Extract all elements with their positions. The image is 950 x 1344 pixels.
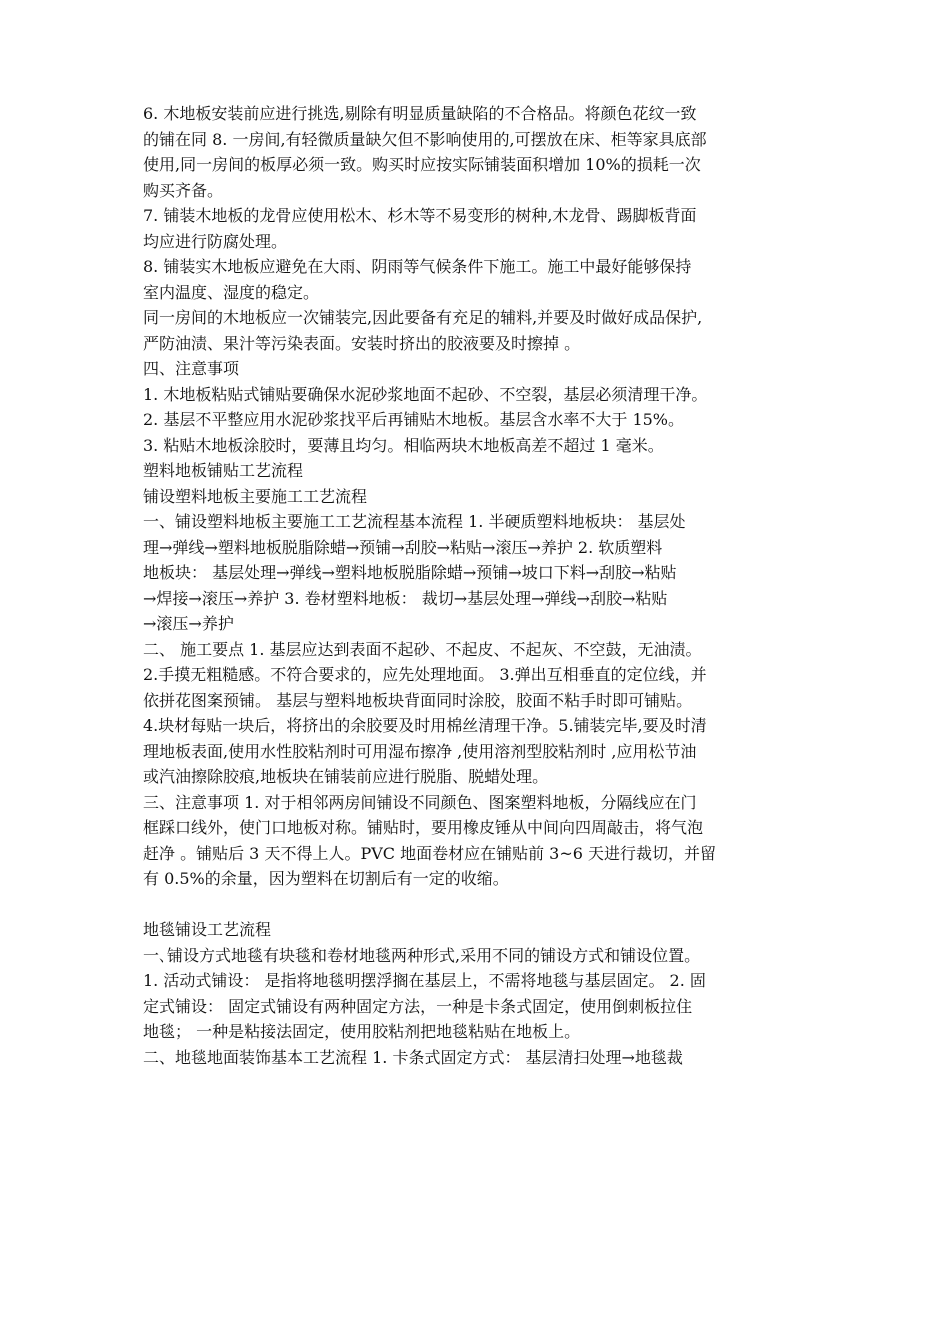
text-line: 1. 活动式铺设： 是指将地毯明摆浮搁在基层上，不需将地毯与基层固定。 2. 固 (143, 971, 706, 990)
text-line: 1. 木地板粘贴式铺贴要确保水泥砂浆地面不起砂、不空裂，基层必须清理干净。 (143, 384, 708, 404)
text-line: →滚压→养护 (143, 614, 234, 633)
text-line: 室内温度、湿度的稳定。 (143, 282, 320, 302)
text-line: 依拼花图案预铺。 基层与塑料地板块背面同时涂胶，胶面不粘手时即可铺贴。 (143, 690, 693, 710)
text-line: 四、注意事项 (143, 359, 240, 378)
text-line: 2. 基层不平整应用水泥砂浆找平后再铺贴木地板。基层含水率不大于 15%。 (143, 410, 685, 429)
text-line: 3. 粘贴木地板涂胶时，要薄且均匀。相临两块木地板高差不超过 1 毫米。 (143, 435, 664, 455)
text-line: 同一房间的木地板应一次铺装完,因此要备有充足的辅料,并要及时做好成品保护, (143, 308, 703, 327)
text-line: 地毯铺设工艺流程 (143, 920, 272, 939)
text-line: 8. 铺装实木地板应避免在大雨、阴雨等气候条件下施工。施工中最好能够保持 (143, 257, 692, 276)
document-body (143, 101, 815, 1070)
text-line: 7. 铺装木地板的龙骨应使用松木、杉木等不易变形的树种,木龙骨、踢脚板背面 (143, 206, 697, 225)
text-line: 的铺在同 8. 一房间,有轻微质量缺欠但不影响使用的,可摆放在床、柜等家具底部 (143, 129, 707, 149)
text-line: →焊接→滚压→养护 3. 卷材塑料地板： 裁切→基层处理→弹线→刮胶→粘贴 (143, 588, 668, 608)
text-line: 塑料地板铺贴工艺流程 (143, 461, 304, 480)
text-line: 铺设塑料地板主要施工工艺流程 (143, 486, 368, 506)
text-line: 一、铺设塑料地板主要施工工艺流程基本流程 1. 半硬质塑料地板块： 基层处 (143, 512, 686, 531)
text-line: 2.手摸无粗糙感。不符合要求的，应先处理地面。 3.弹出互相垂直的定位线，并 (143, 665, 707, 684)
text-line: 4.块材每贴一块后，将挤出的余胶要及时用棉丝清理干净。5.铺装完毕,要及时清 (143, 716, 707, 735)
text-line: 框踩口线外，使门口地板对称。铺贴时，要用橡皮锤从中间向四周敲击，将气泡 (143, 818, 704, 837)
blank-line (143, 892, 815, 918)
text-line: 购买齐备。 (143, 180, 224, 200)
text-line: 一､铺设方式地毯有块毯和卷材地毯两种形式,采用不同的铺设方式和铺设位置。 (143, 945, 701, 965)
text-line: 6. 木地板安装前应进行挑选,剔除有明显质量缺陷的不合格品。将颜色花纹一致 (143, 104, 697, 123)
text-line: 理→弹线→塑料地板脱脂除蜡→预铺→刮胶→粘贴→滚压→养护 2. 软质塑料 (143, 537, 663, 557)
text-line: 使用,同一房间的板厚必须一致。购买时应按实际铺装面积增加 10%的损耗一次 (143, 155, 701, 174)
text-line: 二、地毯地面装饰基本工艺流程 1. 卡条式固定方式： 基层清扫处理→地毯裁 (143, 1047, 683, 1067)
text-line: 赶净 。铺贴后 3 天不得上人。PVC 地面卷材应在铺贴前 3~6 天进行裁切，并留 (143, 843, 717, 863)
text-line: 定式铺设： 固定式铺设有两种固定方法，一种是卡条式固定，使用倒刺板拉住 (143, 996, 693, 1016)
text-line: 理地板表面,使用水性胶粘剂时可用湿布擦净 ,使用溶剂型胶粘剂时 ,应用松节油 (143, 741, 697, 761)
text-line: 三、注意事项 1. 对于相邻两房间铺设不同颜色、图案塑料地板，分隔线应在门 (143, 792, 697, 812)
text-line: 严防油渍、果汁等污染表面。安装时挤出的胶液要及时擦掉 。 (143, 333, 581, 353)
text-line: 均应进行防腐处理。 (143, 231, 288, 251)
text-line: 地板块： 基层处理→弹线→塑料地板脱脂除蜡→预铺→坡口下料→刮胶→粘贴 (143, 563, 677, 582)
text-line: 地毯； 一种是粘接法固定，使用胶粘剂把地毯粘贴在地板上。 (143, 1022, 581, 1041)
text-line: 有 0.5%的余量，因为塑料在切割后有一定的收缩。 (143, 869, 509, 888)
text-line: 或汽油擦除胶痕,地板块在铺装前应进行脱脂、脱蜡处理。 (143, 767, 549, 786)
text-line: 二、 施工要点 1. 基层应达到表面不起砂、不起皮、不起灰、不空鼓，无油渍。 (143, 639, 702, 659)
